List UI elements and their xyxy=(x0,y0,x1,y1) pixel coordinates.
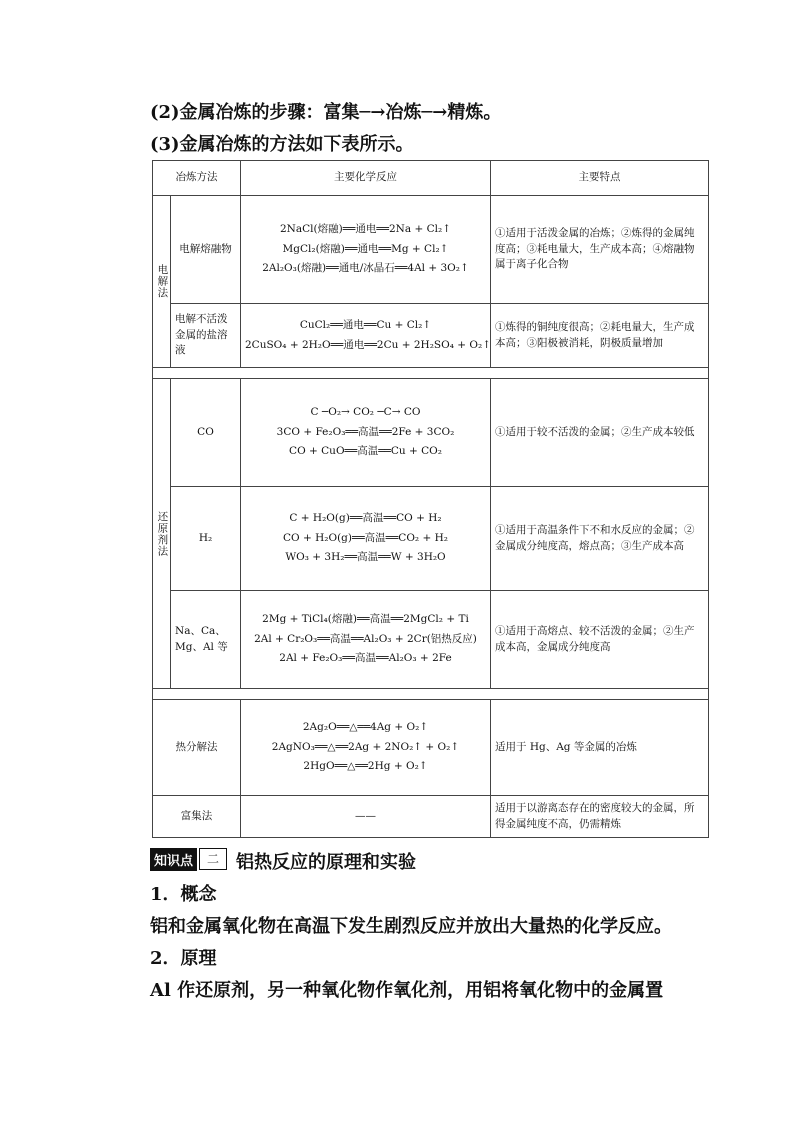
equation: CuCl₂══通电══Cu + Cl₂↑ xyxy=(299,318,432,331)
feature-enrich: 适用于以游离态存在的密度较大的金属，所得金属纯度不高，仍需精炼 xyxy=(491,796,709,838)
feature-active-metals: ①适用于高熔点、较不活泼的金属；②生产成本高，金属成分纯度高 xyxy=(491,591,709,689)
equation: CO + H₂O(g)══高温══CO₂ + H₂ xyxy=(283,531,448,544)
equation: WO₃ + 3H₂══高温══W + 3H₂O xyxy=(285,551,446,564)
reactions-salt-solution xyxy=(241,304,491,368)
heading-principle: 2．原理 xyxy=(150,948,217,969)
reactions-thermal xyxy=(241,700,491,796)
sub-molten: 电解熔融物 xyxy=(171,196,241,304)
reaction-enrich: —— xyxy=(241,796,491,838)
category-reduction: 还原剂法 xyxy=(153,379,171,689)
section-title: 铝热反应的原理和实验 xyxy=(236,852,416,873)
category-electrolysis: 电解法 xyxy=(153,196,171,368)
equation: 2Mg + TiCl₄(熔融)══高温══2MgCl₂ + Ti xyxy=(262,612,469,625)
header-method: 冶炼方法 xyxy=(153,161,241,196)
knowledge-point-number: 二 xyxy=(199,848,227,870)
reactions-h2 xyxy=(241,487,491,591)
heading-concept: 1．概念 xyxy=(150,884,217,905)
sub-salt-solution: 电解不活泼金属的盐溶液 xyxy=(171,304,241,368)
table-separator xyxy=(153,689,709,700)
feature-co: ①适用于较不活泼的金属；②生产成本较低 xyxy=(491,379,709,487)
feature-salt-solution: ①炼得的铜纯度很高；②耗电量大，生产成本高；③阳极被消耗，阴极质量增加 xyxy=(491,304,709,368)
feature-molten: ①适用于活泼金属的冶炼；②炼得的金属纯度高；③耗电量大，生产成本高；④熔融物属于离子化合物 xyxy=(491,196,709,304)
reactions-molten xyxy=(241,196,491,304)
equation: MgCl₂(熔融)══通电══Mg + Cl₂↑ xyxy=(282,242,449,255)
equation: 3CO + Fe₂O₃══高温══2Fe + 3CO₂ xyxy=(276,425,455,438)
equation: 2CuSO₄ + 2H₂O══通电══2Cu + 2H₂SO₄ + O₂↑ xyxy=(245,338,491,351)
equation: 2NaCl(熔融)══通电══2Na + Cl₂↑ xyxy=(280,222,451,235)
sub-co: CO xyxy=(171,379,241,487)
equation: 2AgNO₃══△══2Ag + 2NO₂↑ + O₂↑ xyxy=(271,740,460,753)
steps-line: (2)金属冶炼的步骤：富集─→冶炼─→精炼。 xyxy=(150,102,502,123)
equation: 2HgO══△══2Hg + O₂↑ xyxy=(303,760,428,773)
header-reaction: 主要化学反应 xyxy=(241,161,491,196)
equation: CO + CuO══高温══Cu + CO₂ xyxy=(289,445,442,458)
concept-paragraph: 铝和金属氧化物在高温下发生剧烈反应并放出大量热的化学反应。 xyxy=(150,916,672,937)
header-feature: 主要特点 xyxy=(491,161,709,196)
table-separator xyxy=(153,368,709,379)
sub-enrich: 富集法 xyxy=(153,796,241,838)
sub-active-metals: Na、Ca、Mg、Al 等 xyxy=(171,591,241,689)
principle-paragraph: Al 作还原剂，另一种氧化物作氧化剂，用铝将氧化物中的金属置 xyxy=(150,980,664,1001)
feature-h2: ①适用于高温条件下不和水反应的金属；②金属成分纯度高，熔点高；③生产成本高 xyxy=(491,487,709,591)
knowledge-point-badge: 知识点 xyxy=(150,848,197,871)
equation: C + H₂O(g)══高温══CO + H₂ xyxy=(289,511,442,524)
equation: 2Ag₂O══△══4Ag + O₂↑ xyxy=(302,720,429,733)
equation: 2Al + Fe₂O₃══高温══Al₂O₃ + 2Fe xyxy=(279,652,452,665)
feature-thermal: 适用于 Hg、Ag 等金属的冶炼 xyxy=(491,700,709,796)
equation: 2Al + Cr₂O₃══高温══Al₂O₃ + 2Cr(铝热反应) xyxy=(254,632,477,645)
smelting-methods-table xyxy=(152,160,709,838)
sub-h2: H₂ xyxy=(171,487,241,591)
reactions-active-metals xyxy=(241,591,491,689)
reactions-co xyxy=(241,379,491,487)
methods-line: (3)金属冶炼的方法如下表所示。 xyxy=(150,134,414,155)
equation: C ─O₂→ CO₂ ─C→ CO xyxy=(310,405,421,418)
sub-thermal: 热分解法 xyxy=(153,700,241,796)
equation: 2Al₂O₃(熔融)══通电/冰晶石══4Al + 3O₂↑ xyxy=(262,262,469,275)
